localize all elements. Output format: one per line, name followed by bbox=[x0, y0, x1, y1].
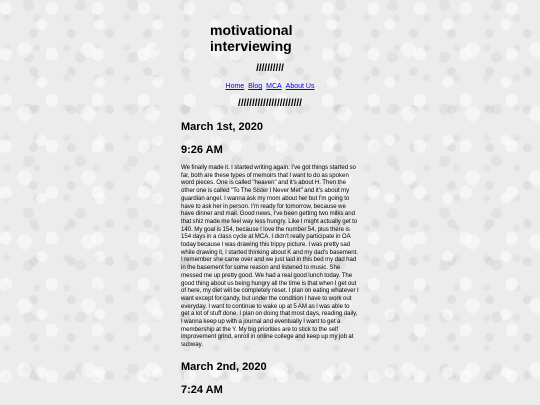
blog-content bbox=[181, 121, 359, 405]
post-date: March 1st, 2020 bbox=[181, 121, 263, 133]
main-nav bbox=[0, 83, 540, 90]
nav-link-mca[interactable]: MCA bbox=[266, 83, 282, 90]
nav-link-blog[interactable]: Blog bbox=[248, 83, 263, 90]
nav-link-about-us[interactable]: About Us bbox=[285, 83, 315, 90]
post-time: 9:26 AM bbox=[181, 144, 223, 156]
nav-divider: /////////////////////// bbox=[238, 98, 302, 109]
header-divider: ////////// bbox=[256, 63, 284, 74]
site-header bbox=[0, 22, 540, 109]
post-time: 7:24 AM bbox=[181, 383, 223, 396]
post-body: We finally made it. I started writing again. I've got things started so far, both are these types of memoirs that I want to do as spoken word pieces. One is called "heaven" and it's about H. Then the other one is called "To The Sister I Never Met" and it's about my guardian angel. I wanna ask my mom about her but I'm going to have to ask her in person. I'm ready for tomorrow, because we have dinner and mail. Good news, I've been getting two milks and that shiz made me feel way less hungry. Like I might actually get to 140. My goal is 154, because I love the number 54, plus there is 154 days in a class cycle at MCA. I didn't really participate in OA today because I was drawing this trippy picture. I was pretty sad while drawing it, I started thinking about K and my dad's basement. I remember she came over and we just laid in this bed my dad had in the basement for some reason and listened to music. She messed me up pretty good. We had a real good lunch today. The good thing about us being hungry all the time is that when I get out of here, my diet will be completely reset. I plan on eating whatever I want except for candy, but under the condition I have to work out everyday. I want to continue to wake up at 5 AM as I was able to get a lot of stuff done. I plan on doing that most days, reading daily, I wanna keep up with a journal and eventually I want to get a membership at the Y. My big priorities are to stick to the self improvement grind, enroll in online college and keep up my job at subway. bbox=[181, 164, 359, 349]
post-date: March 2nd, 2020 bbox=[181, 360, 267, 373]
site-title: motivational interviewing bbox=[210, 22, 293, 54]
blog-post bbox=[181, 121, 359, 349]
nav-link-home[interactable]: Home bbox=[225, 83, 245, 90]
blog-post bbox=[181, 361, 359, 396]
